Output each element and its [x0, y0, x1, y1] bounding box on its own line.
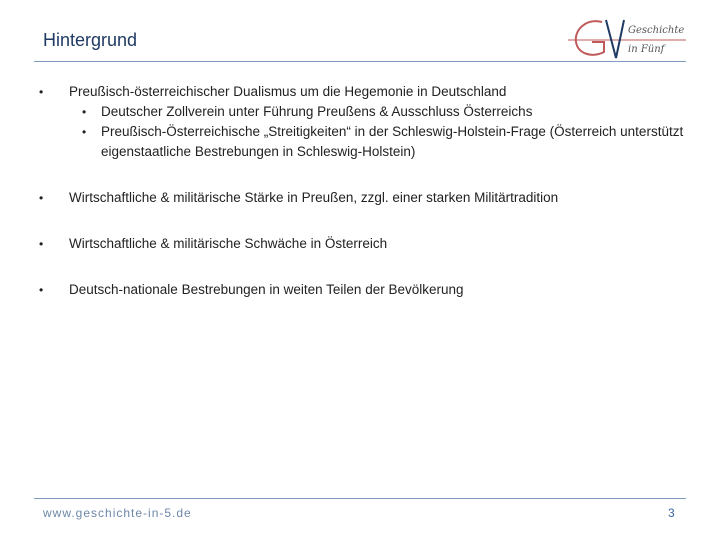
logo-text-line2: in Fünf: [628, 44, 665, 55]
sub-bullet-marker: •: [82, 105, 87, 119]
slide-title: Hintergrund: [43, 30, 138, 50]
sub-bullet-text: Preußisch-Österreichische „Streitigkeiten“ in der Schleswig-Holstein-Frage (Österreich unterstützt eigenstaatliche Bestrebungen in Schleswig-Holstein): [101, 124, 684, 159]
bullet-item: [34, 280, 684, 300]
bullet-item: [34, 82, 684, 162]
bullet-text: Wirtschaftliche & militärische Stärke in Preußen, zzgl. einer starken Militärtradition: [69, 190, 559, 205]
bullet-marker: •: [39, 283, 44, 297]
title-divider: [34, 61, 686, 62]
bullet-text: Wirtschaftliche & militärische Schwäche in Österreich: [69, 236, 388, 251]
sub-bullet-marker: •: [82, 125, 87, 139]
bullet-text: Deutsch-nationale Bestrebungen in weiten Teilen der Bevölkerung: [69, 282, 464, 297]
bullet-item: [34, 188, 684, 208]
logo-v-letter: [606, 20, 624, 58]
sub-bullet-item: [69, 122, 684, 162]
bullet-marker: •: [39, 191, 44, 205]
bullet-item: [34, 234, 684, 254]
bullet-list: [34, 82, 684, 300]
logo-text-line1: Geschichte: [628, 25, 685, 36]
sub-bullet-item: [69, 102, 684, 122]
footer-url[interactable]: www.geschichte-in-5.de: [43, 506, 192, 520]
logo-g-letter: [576, 21, 604, 55]
logo: [568, 16, 686, 62]
bullet-text: Preußisch-österreichischer Dualismus um die Hegemonie in Deutschland: [69, 84, 507, 99]
footer-divider: [34, 498, 686, 499]
page-number: 3: [668, 506, 675, 520]
bullet-marker: •: [39, 85, 44, 99]
bullet-marker: •: [39, 237, 44, 251]
sub-bullet-text: Deutscher Zollverein unter Führung Preußens & Ausschluss Österreichs: [101, 104, 533, 119]
